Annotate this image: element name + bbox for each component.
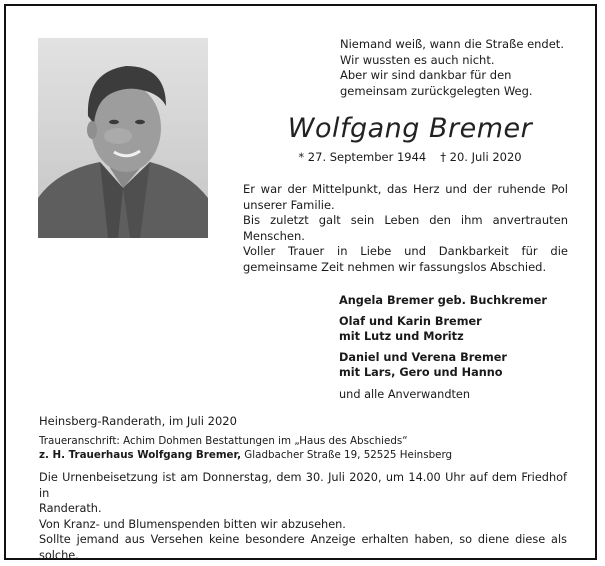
address-street: Gladbacher Straße 19, 52525 Heinsberg	[241, 449, 453, 461]
mourners-tail: und alle Anverwandten	[339, 388, 471, 401]
address-recipient: z. H. Trauerhaus Wolfgang Bremer,	[39, 449, 242, 461]
poem-line: Aber wir sind dankbar für den	[340, 68, 512, 82]
death-date: † 20. Juli 2020	[440, 150, 522, 164]
tribute-line: Er war der Mittelpunkt, das Herz und der ruhende Pol	[243, 182, 568, 196]
portrait-image	[38, 38, 208, 238]
tribute-line: gemeinsame Zeit nehmen wir fassungslos Abschied.	[243, 259, 547, 274]
deceased-name: Wolfgang Bremer	[287, 113, 533, 144]
mourner-line: Angela Bremer geb. Buchkremer	[339, 294, 547, 307]
mourning-address	[39, 434, 569, 462]
info-line: Die Urnenbeisetzung ist am Donnerstag, dem 30. Juli 2020, um 14.00 Uhr auf dem Friedhof in	[39, 471, 567, 500]
tribute-line: unserer Familie.	[243, 197, 335, 212]
mourner-group	[339, 314, 589, 344]
address-line: Traueranschrift: Achim Dohmen Bestattungen im „Haus des Abschieds“	[39, 435, 408, 447]
info-line: Randerath.	[39, 502, 102, 515]
poem-line: gemeinsam zurückgelegten Weg.	[340, 83, 533, 98]
birth-date: * 27. September 1944	[298, 150, 427, 164]
life-dates	[230, 150, 590, 164]
mourner-line: mit Lutz und Moritz	[339, 330, 464, 343]
tribute-line: Bis zuletzt galt sein Leben den ihm anvertrauten	[243, 213, 568, 227]
mourner-group	[339, 350, 589, 380]
place-date: Heinsberg-Randerath, im Juli 2020	[39, 414, 237, 428]
address-line	[39, 448, 569, 462]
mourner-line: Daniel und Verena Bremer	[339, 351, 507, 364]
poem-line: Wir wussten es auch nicht.	[340, 52, 495, 67]
tribute-line: Menschen.	[243, 228, 305, 243]
info-line: Sollte jemand aus Versehen keine besondere Anzeige erhalten haben, so diene diese als solche.	[39, 533, 567, 562]
poem	[340, 37, 580, 99]
tribute-paragraph	[243, 182, 568, 275]
mourner-group	[339, 293, 589, 308]
funeral-info	[39, 470, 567, 563]
poem-line: Niemand weiß, wann die Straße endet.	[340, 37, 564, 51]
mourner-line: mit Lars, Gero und Hanno	[339, 366, 503, 379]
info-line: Von Kranz- und Blumenspenden bitten wir abzusehen.	[39, 517, 346, 531]
mourners-list	[339, 293, 589, 402]
mourner-line: Olaf und Karin Bremer	[339, 315, 482, 328]
tribute-line: Voller Trauer in Liebe und Dankbarkeit für die	[243, 244, 568, 258]
portrait-photo	[38, 38, 208, 238]
